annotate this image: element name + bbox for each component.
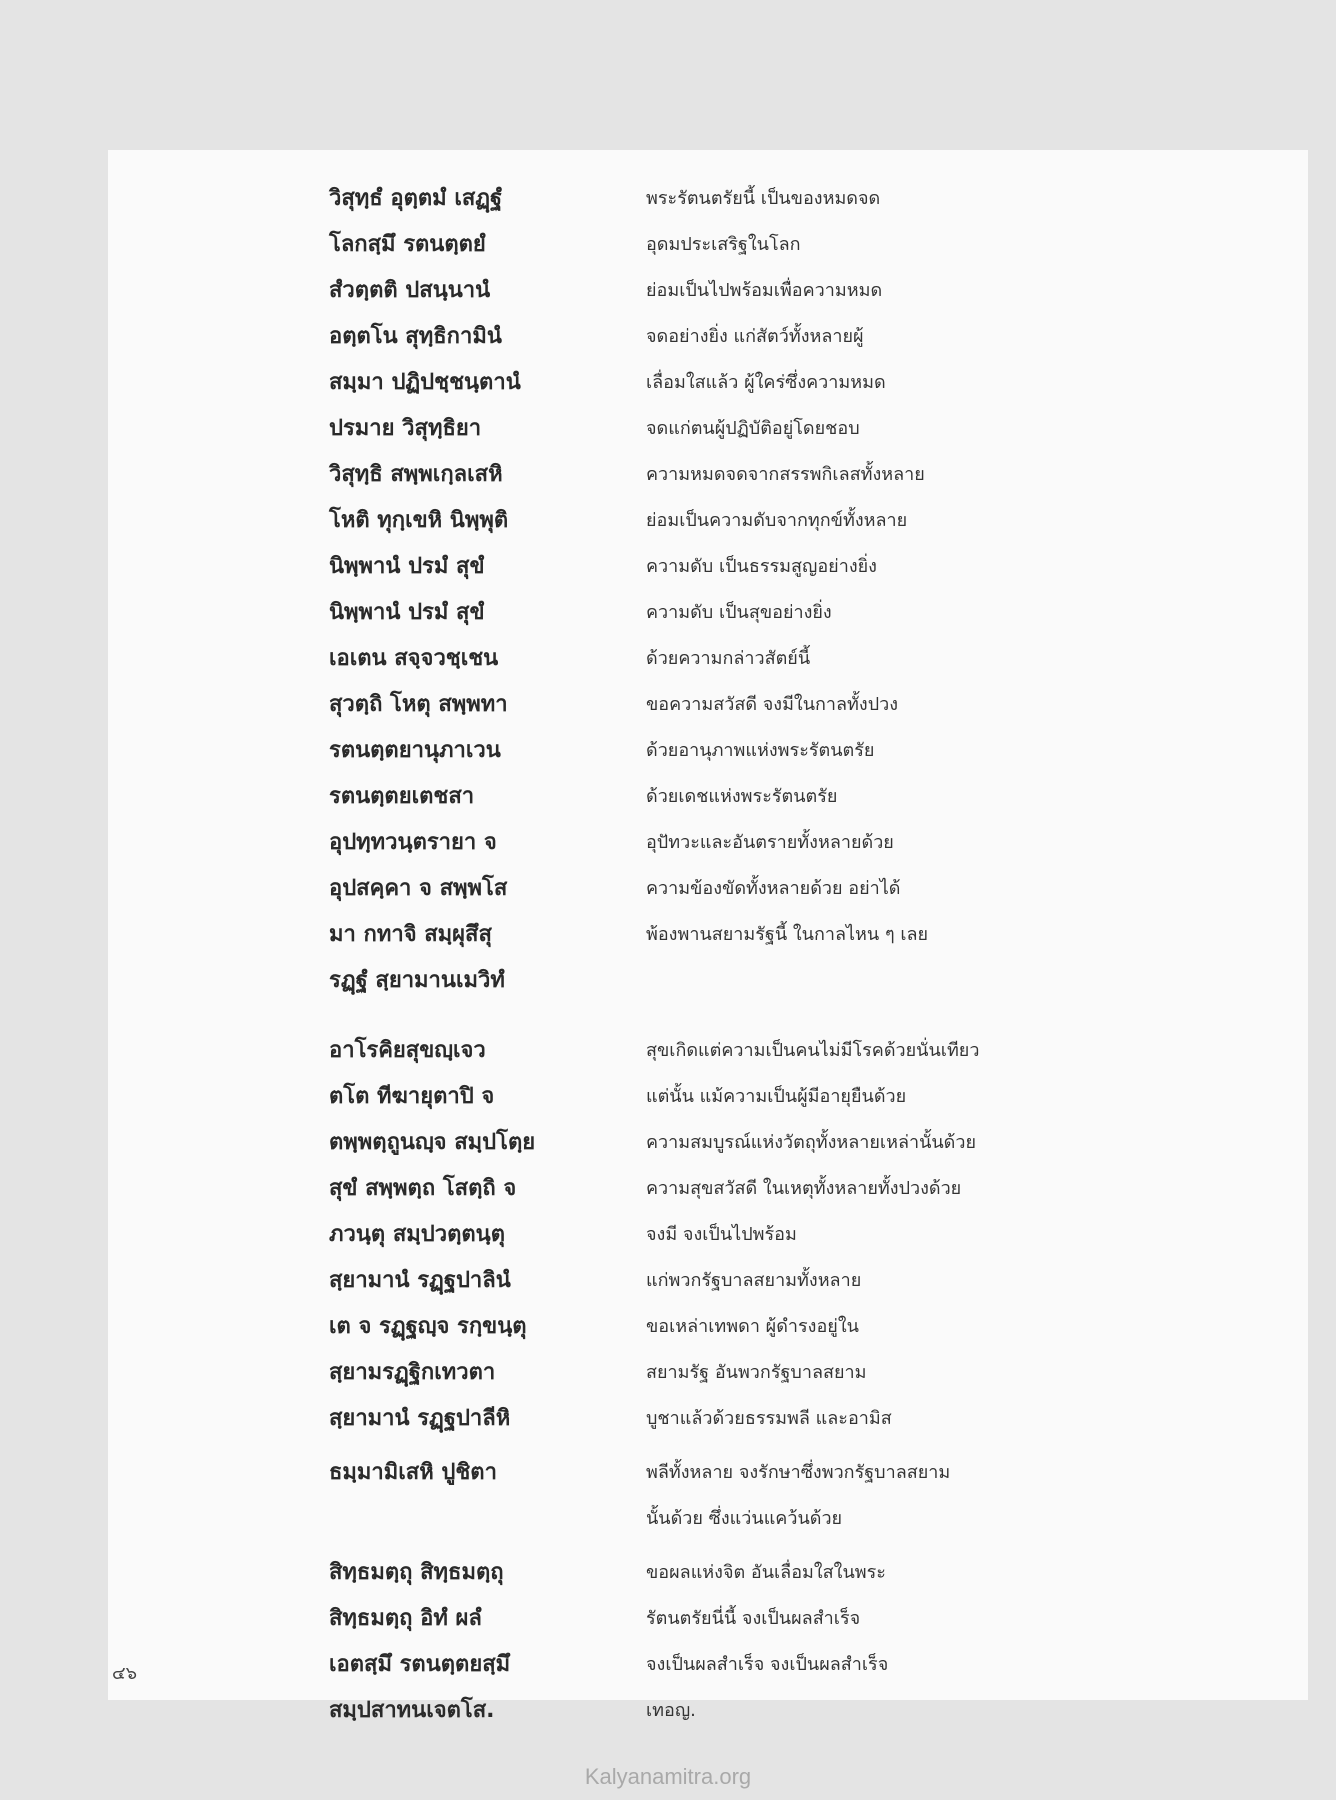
thai-translation: จดอย่างยิ่ง แก่สัตว์ทั้งหลายผู้: [646, 326, 864, 347]
thai-translation: ความสุขสวัสดี ในเหตุทั้งหลายทั้งปวงด้วย: [646, 1178, 962, 1199]
pali-verse: สมฺมา ปฏิปชฺชนฺตานํ: [329, 370, 521, 395]
pali-verse: สุขํ สพฺพตฺถ โสตฺถิ จ: [329, 1176, 517, 1201]
watermark: Kalyanamitra.org: [584, 1764, 752, 1789]
thai-translation: ความดับ เป็นสุขอย่างยิ่ง: [646, 602, 832, 623]
pali-verse: มา กทาจิ สมฺผุสึสุ: [329, 922, 492, 947]
pali-verse: ธมฺมามิเสหิ ปูชิตา: [329, 1460, 497, 1485]
page-number: ๔๖: [112, 1663, 138, 1684]
pali-verse: สุวตฺถิ โหตุ สพฺพทา: [329, 692, 508, 717]
verse-row: [329, 222, 1289, 268]
thai-translation: แต่นั้น แม้ความเป็นผู้มีอายุยืนด้วย: [646, 1086, 907, 1107]
verse-row: [329, 774, 1289, 820]
verse-row: [329, 360, 1289, 406]
thai-translation: อุดมประเสริฐในโลก: [646, 234, 801, 255]
pali-verse: สฺยามรฏฺฐิกเทวตา: [329, 1360, 496, 1385]
verse-row: [329, 1450, 1289, 1496]
pali-verse: อุปทฺทวนฺตรายา จ: [329, 830, 497, 855]
thai-translation: ย่อมเป็นไปพร้อมเพื่อความหมด: [646, 280, 883, 301]
thai-translation: ด้วยความกล่าวสัตย์นี้: [646, 648, 811, 669]
verse-row: [329, 1642, 1289, 1688]
pali-verse: รตนตฺตยเตชสา: [329, 784, 475, 809]
pali-verse: รฏฺฐํ สฺยามานเมวิทํ: [329, 968, 505, 993]
pali-verse: วิสุทฺธิ สพฺพเกฺลเสหิ: [329, 462, 503, 487]
thai-translation: ด้วยอานุภาพแห่งพระรัตนตรัย: [646, 740, 875, 761]
thai-translation: อุปัทวะและอันตรายทั้งหลายด้วย: [646, 832, 894, 853]
pali-verse: นิพฺพานํ ปรมํ สุขํ: [329, 554, 485, 579]
verse-row: [329, 636, 1289, 682]
thai-translation: ความหมดจดจากสรรพกิเลสทั้งหลาย: [646, 464, 925, 485]
thai-translation: ความสมบูรณ์แห่งวัตถุทั้งหลายเหล่านั้นด้วย: [646, 1132, 977, 1153]
pali-verse: ตโต ทีฆายุตาปิ จ: [329, 1084, 495, 1109]
pali-verse: เอเตน สจฺจวชฺเชน: [329, 646, 499, 671]
verse-row: [329, 728, 1289, 774]
verse-row: [329, 590, 1289, 636]
pali-verse: สํวตฺตติ ปสนฺนานํ: [329, 278, 491, 303]
verse-row: [329, 314, 1289, 360]
thai-translation: ความข้องขัดทั้งหลายด้วย อย่าได้: [646, 878, 901, 899]
thai-translation: จงมี จงเป็นไปพร้อม: [646, 1224, 797, 1245]
thai-translation: ขอเหล่าเทพดา ผู้ดำรงอยู่ใน: [646, 1316, 859, 1337]
thai-translation: บูชาแล้วด้วยธรรมพลี และอามิส: [646, 1408, 892, 1429]
pali-verse: สฺยามานํ รฏฺฐปาลินํ: [329, 1268, 511, 1293]
verse-row: [329, 866, 1289, 912]
pali-verse: สมฺปสาทนเจตโส.: [329, 1698, 495, 1723]
thai-translation: สุขเกิดแต่ความเป็นคนไม่มีโรคด้วยนั่นเทียว: [646, 1040, 980, 1061]
thai-translation: ความดับ เป็นธรรมสูญอย่างยิ่ง: [646, 556, 877, 577]
verse-row: [329, 1304, 1289, 1350]
thai-translation: จงเป็นผลสำเร็จ จงเป็นผลสำเร็จ: [646, 1654, 889, 1675]
pali-verse: วิสุทฺธํ อุตฺตมํ เสฏฺฐํ: [329, 186, 503, 211]
verse-row: [329, 1688, 1289, 1734]
verse-row: [329, 176, 1289, 222]
verse-row: [329, 912, 1289, 958]
thai-translation: สยามรัฐ อันพวกรัฐบาลสยาม: [646, 1362, 867, 1383]
pali-verse: อตฺตโน สุทฺธิกามินํ: [329, 324, 502, 349]
verse-row: [329, 682, 1289, 728]
verse-row: [329, 820, 1289, 866]
pali-verse: อุปสคฺคา จ สพฺพโส: [329, 876, 508, 901]
thai-translation: รัตนตรัยนี่นี้ จงเป็นผลสำเร็จ: [646, 1608, 861, 1629]
thai-translation: ขอผลแห่งจิต อันเลื่อมใสในพระ: [646, 1562, 886, 1583]
thai-translation: พ้องพานสยามรัฐนี้ ในกาลไหน ๆ เลย: [646, 924, 929, 945]
pali-verse: ตพฺพตฺถูนญฺจ สมฺปโตฺย: [329, 1130, 536, 1155]
pali-verse: ปรมาย วิสุทฺธิยา: [329, 416, 482, 441]
pali-verse: สฺยามานํ รฏฺฐปาลีหิ: [329, 1406, 511, 1431]
verse-row: [329, 1596, 1289, 1642]
verse-row: [329, 268, 1289, 314]
pali-verse: เต จ รฏฺฐญฺจ รกฺขนฺตุ: [329, 1314, 527, 1339]
verse-row: [329, 958, 1289, 1004]
pali-verse: อาโรคิยสุขญฺเจว: [329, 1038, 486, 1063]
thai-translation: แก่พวกรัฐบาลสยามทั้งหลาย: [646, 1270, 862, 1291]
verse-row: [329, 406, 1289, 452]
thai-translation: เทอญ.: [646, 1700, 696, 1721]
thai-translation: นั้นด้วย ซึ่งแว่นแคว้นด้วย: [646, 1508, 843, 1529]
verse-row: [329, 1550, 1289, 1596]
verse-list: [329, 176, 1289, 1734]
thai-translation: ด้วยเดชแห่งพระรัตนตรัย: [646, 786, 838, 807]
pali-verse: ภวนฺตุ สมฺปวตฺตนฺตุ: [329, 1222, 505, 1247]
verse-row: [329, 1166, 1289, 1212]
thai-translation: พลีทั้งหลาย จงรักษาซึ่งพวกรัฐบาลสยาม: [646, 1462, 951, 1483]
verse-row: [329, 1212, 1289, 1258]
pali-verse: เอตสฺมึ รตนตฺตยสฺมึ: [329, 1652, 511, 1677]
thai-translation: จดแก่ตนผู้ปฏิบัติอยู่โดยชอบ: [646, 418, 860, 439]
pali-verse: โลกสฺมึ รตนตฺตยํ: [329, 232, 486, 257]
verse-row: [329, 544, 1289, 590]
verse-row: [329, 1074, 1289, 1120]
pali-verse: นิพฺพานํ ปรมํ สุขํ: [329, 600, 485, 625]
pali-verse: สิทฺธมตฺถุ อิทํ ผลํ: [329, 1606, 482, 1631]
verse-row: [329, 1120, 1289, 1166]
verse-row: [329, 452, 1289, 498]
verse-row: [329, 498, 1289, 544]
thai-translation: เลื่อมใสแล้ว ผู้ใคร่ซึ่งความหมด: [646, 372, 886, 393]
verse-row: [329, 1028, 1289, 1074]
thai-translation: ขอความสวัสดี จงมีในกาลทั้งปวง: [646, 694, 899, 715]
verse-row: [329, 1258, 1289, 1304]
thai-translation: พระรัตนตรัยนี้ เป็นของหมดจด: [646, 188, 881, 209]
pali-verse: รตนตฺตยานุภาเวน: [329, 738, 501, 763]
thai-translation: ย่อมเป็นความดับจากทุกข์ทั้งหลาย: [646, 510, 908, 531]
verse-row: [329, 1350, 1289, 1396]
pali-verse: โหติ ทุกฺเขหิ นิพฺพุติ: [329, 508, 509, 533]
verse-row: [329, 1496, 1289, 1542]
pali-verse: สิทฺธมตฺถุ สิทฺธมตฺถุ: [329, 1560, 504, 1585]
verse-row: [329, 1396, 1289, 1442]
